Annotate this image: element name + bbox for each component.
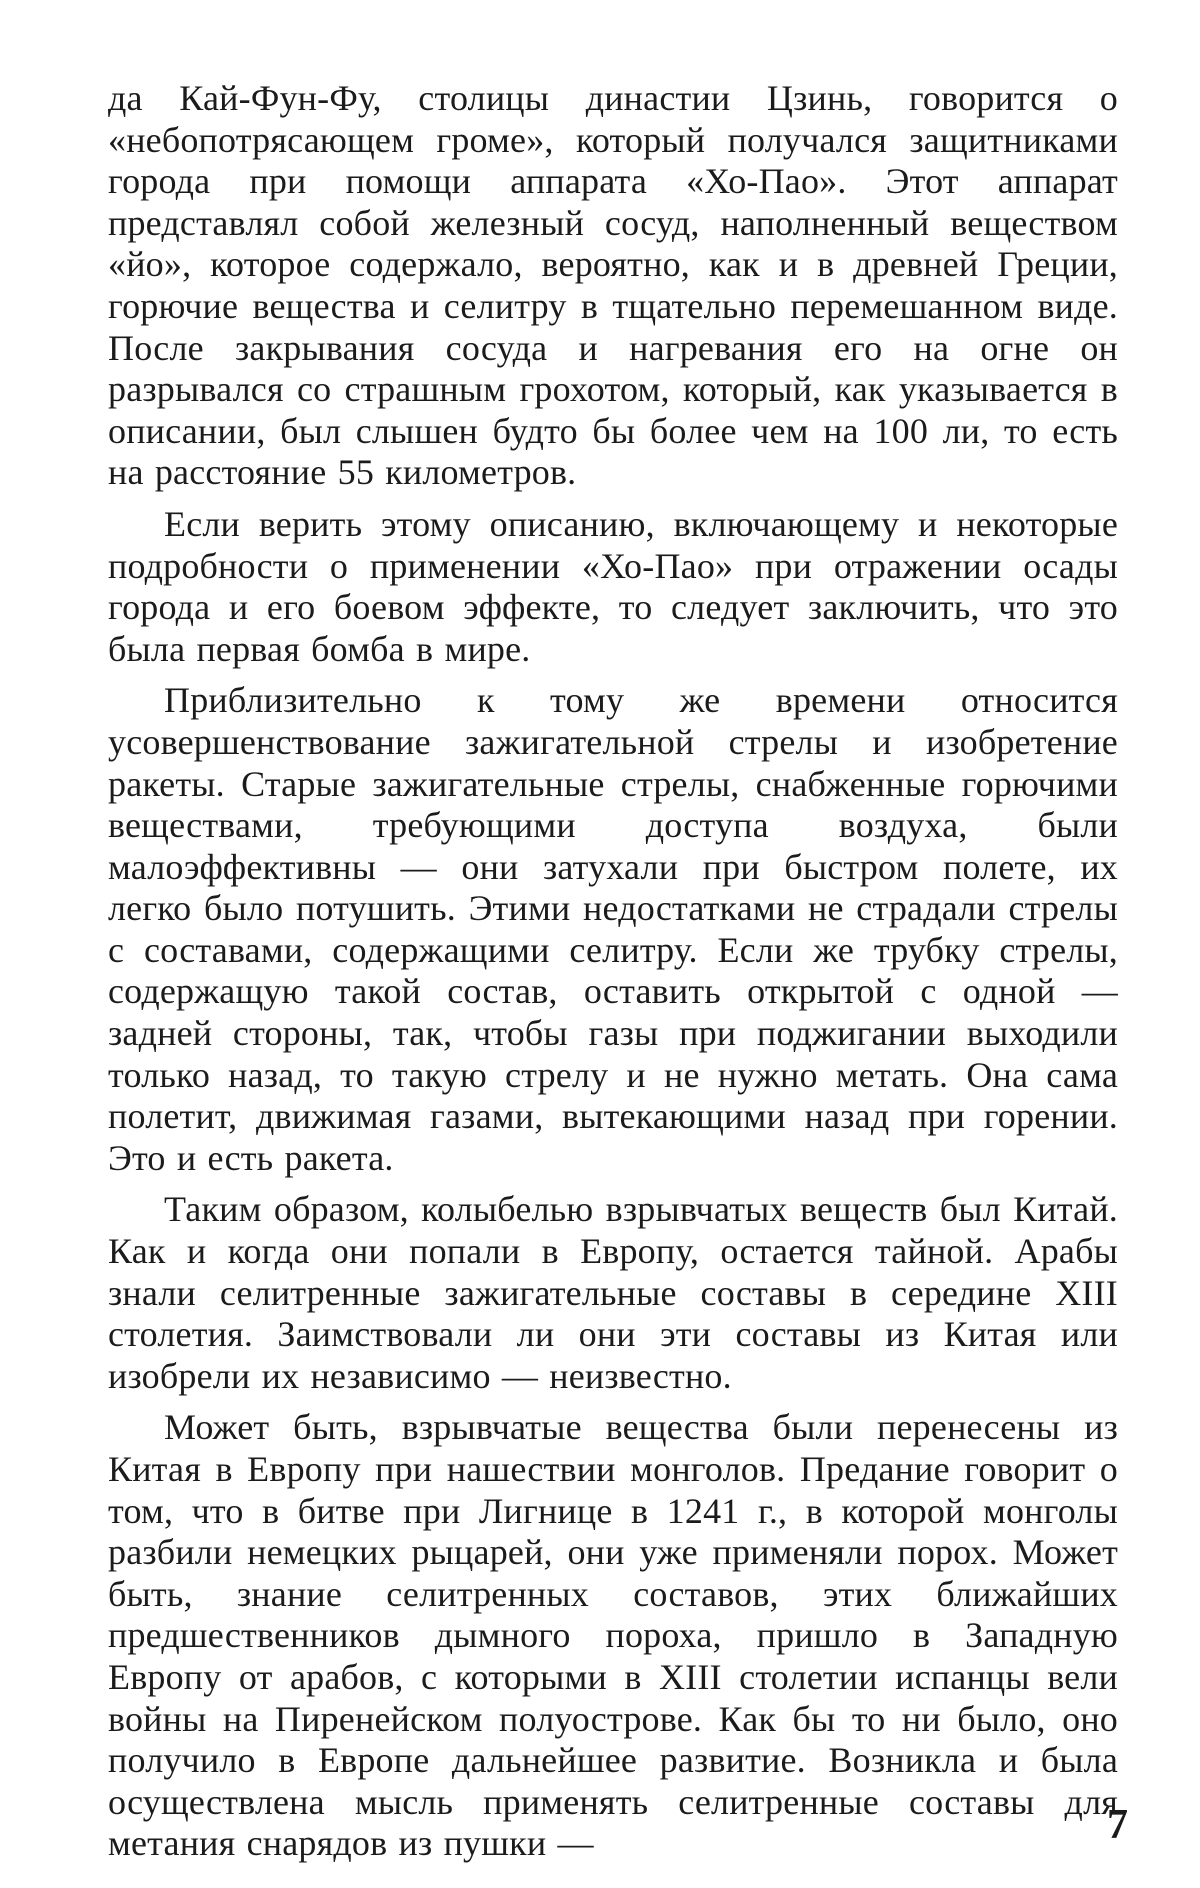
paragraph-3: Приблизительно к тому же времени относится усовершенствование зажигательной стрелы и изобретение ракеты. Старые зажигательные стрелы, снабженные горючими веществами, требующими доступа воздуха, были малоэффективны — они затухали при быстром полете, их легко было потушить. Этими недостатками не страдали стрелы с составами, содержащими селитру. Если же трубку стрелы, содержащую такой состав, оставить открытой с одной — задней стороны, так, чтобы газы при поджигании выходили только назад, то такую стрелу и не нужно метать. Она сама полетит, движимая газами, вытекающими назад при горении. Это и есть ракета. [108, 680, 1118, 1178]
text-body [108, 78, 1118, 1875]
paragraph-2: Если верить этому описанию, включающему и некоторые подробности о применении «Хо-Пао» при отражении осады города и его боевом эффекте, то следует заключить, что это была первая бомба в мире. [108, 503, 1118, 669]
paragraph-4: Таким образом, колыбелью взрывчатых веществ был Китай. Как и когда они попали в Европу, остается тайной. Арабы знали селитренные зажигательные составы в середине XIII столетия. Заимствовали ли они эти составы из Китая или изобрели их независимо — неизвестно. [108, 1189, 1118, 1396]
paragraph-1: да Кай-Фун-Фу, столицы династии Цзинь, говорится о «небопотрясающем громе», который получался защитниками города при помощи аппарата «Хо-Пао». Этот аппарат представлял собой железный сосуд, наполненный веществом «йо», которое содержало, вероятно, как и в древней Греции, горючие вещества и селитру в тщательно перемешанном виде. После закрывания сосуда и нагревания его на огне он разрывался со страшным грохотом, который, как указывается в описании, был слышен будто бы более чем на 100 ли, то есть на расстояние 55 километров. [108, 78, 1118, 493]
paragraph-5: Может быть, взрывчатые вещества были перенесены из Китая в Европу при нашествии монголов. Предание говорит о том, что в битве при Лигнице в 1241 г., в которой монголы разбили немецких рыцарей, они уже применяли порох. Может быть, знание селитренных составов, этих ближайших предшественников дымного пороха, пришло в Западную Европу от арабов, с которыми в XIII столетии испанцы вели войны на Пиренейском полуострове. Как бы то ни было, оно получило в Европе дальнейшее развитие. Возникла и была осуществлена мысль применять селитренные составы для метания снарядов из пушки — [108, 1407, 1118, 1864]
page-number: 7 [1107, 1802, 1128, 1848]
